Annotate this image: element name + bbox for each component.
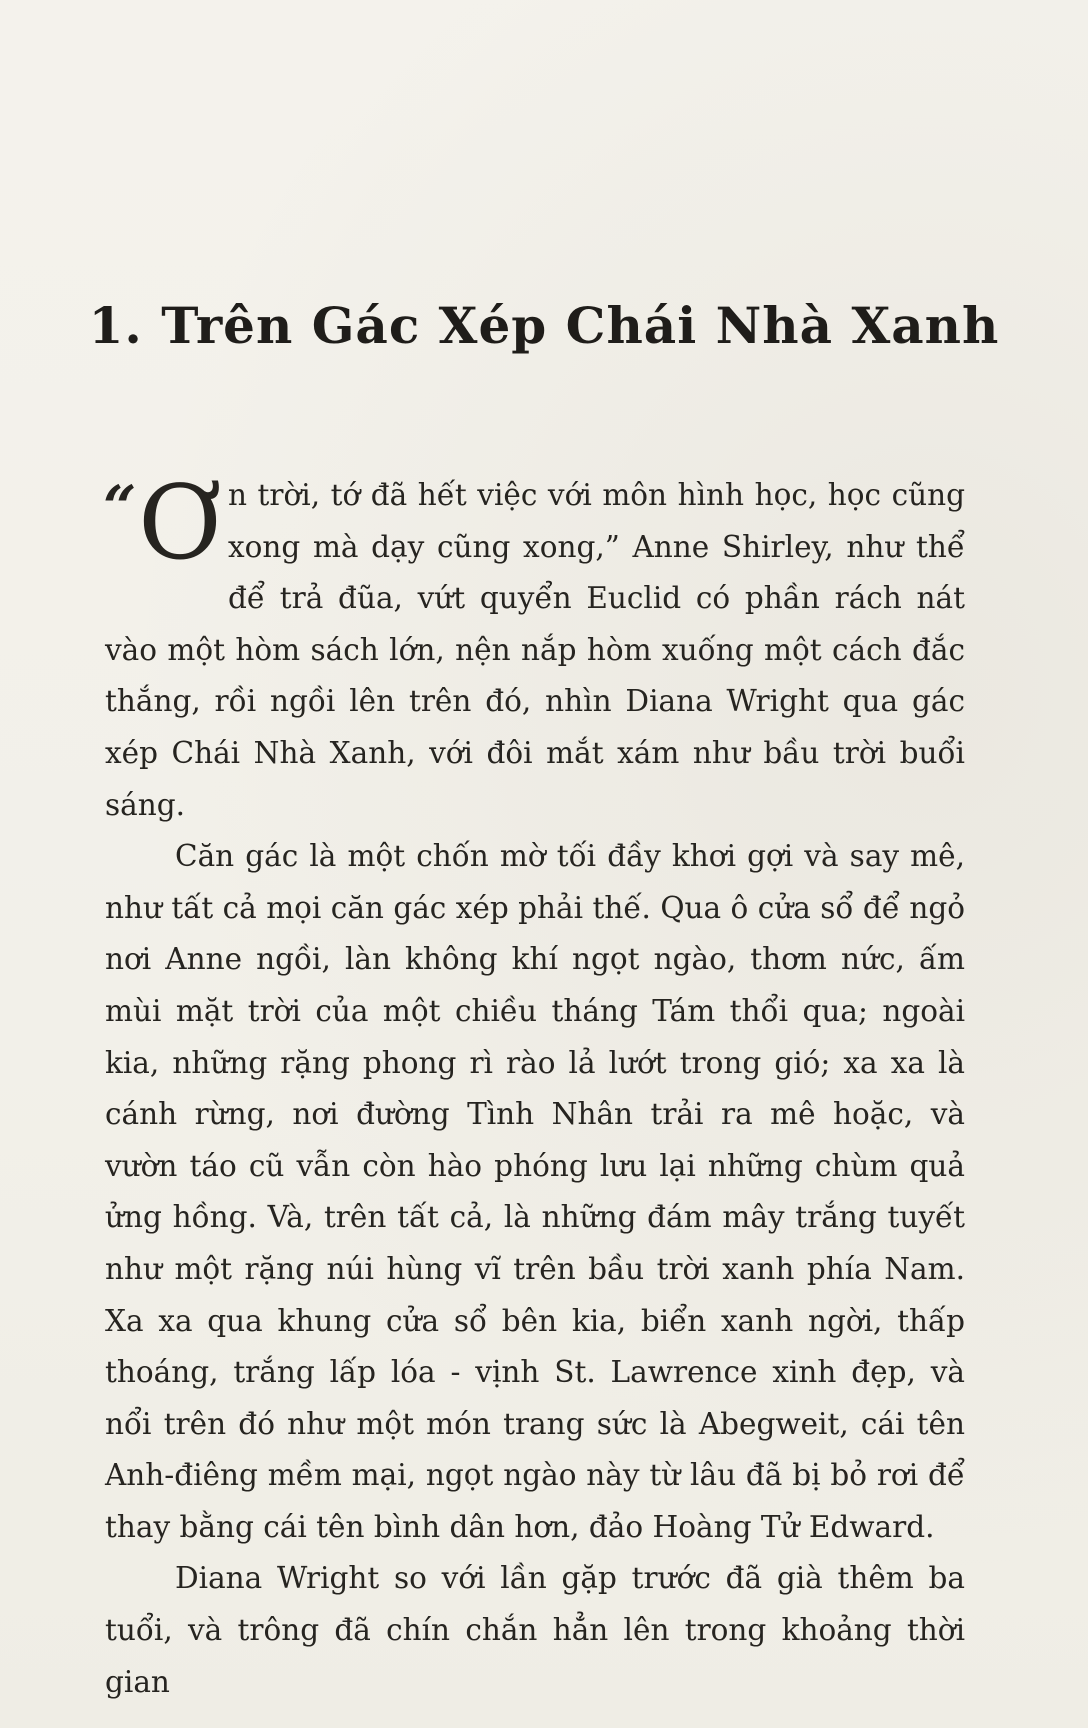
- paragraph-2-text: Căn gác là một chốn mờ tối đầy khơi gợi và say mê, như tất cả mọi căn gác xép phải thế. Qua ô cửa sổ để ngỏ nơi Anne ngồi, làn không khí ngọt ngào, thơm nức, ấm mùi mặt trời của một chiều tháng Tám thổi qua; ngoài kia, những rặng phong rì rào lả lướt trong gió; xa xa là cánh rừng, nơi đường Tình Nhân trải ra mê hoặc, và vườn táo cũ vẫn còn hào phóng lưu lại những chùm quả ửng hồng. Và, trên tất cả, là những đám mây trắng tuyết như một rặng núi hùng vĩ trên bầu trời xanh phía Nam. Xa xa qua khung cửa sổ bên kia, biển xanh ngời, thấp thoáng, trắng lấp lóa - vịnh St. Lawrence xinh đẹp, và nổi trên đó như một món trang sức là Abegweit, cái tên Anh-điêng mềm mại, ngọt ngào này từ lâu đã bị bỏ rơi để thay bằng cái tên bình dân hơn, đảo Hoàng Tử Edward.: [105, 839, 965, 1544]
- drop-cap-letter: Ơ: [138, 464, 222, 583]
- paragraph-1: [103, 464, 965, 831]
- paragraph-2: [105, 831, 965, 1553]
- paragraph-3: [105, 1553, 965, 1708]
- drop-cap: [103, 464, 222, 583]
- paragraph-3-text: Diana Wright so với lần gặp trước đã già thêm ba tuổi, và trông đã chín chắn hẳn lên trong khoảng thời gian: [105, 1561, 965, 1699]
- paragraph-1-text: n trời, tớ đã hết việc với môn hình học, học cũng xong mà dạy cũng xong,” Anne Shirley, như thể để trả đũa, vứt quyển Euclid có phần rách nát vào một hòm sách lớn, nện nắp hòm xuống một cách đắc thắng, rồi ngồi lên trên đó, nhìn Diana Wright qua gác xép Chái Nhà Xanh, với đôi mắt xám như bầu trời buổi sáng.: [105, 478, 965, 822]
- opening-quote-mark: “: [103, 473, 137, 541]
- chapter-title: 1. Trên Gác Xép Chái Nhà Xanh: [88, 295, 1000, 355]
- chapter-body: [103, 464, 965, 1708]
